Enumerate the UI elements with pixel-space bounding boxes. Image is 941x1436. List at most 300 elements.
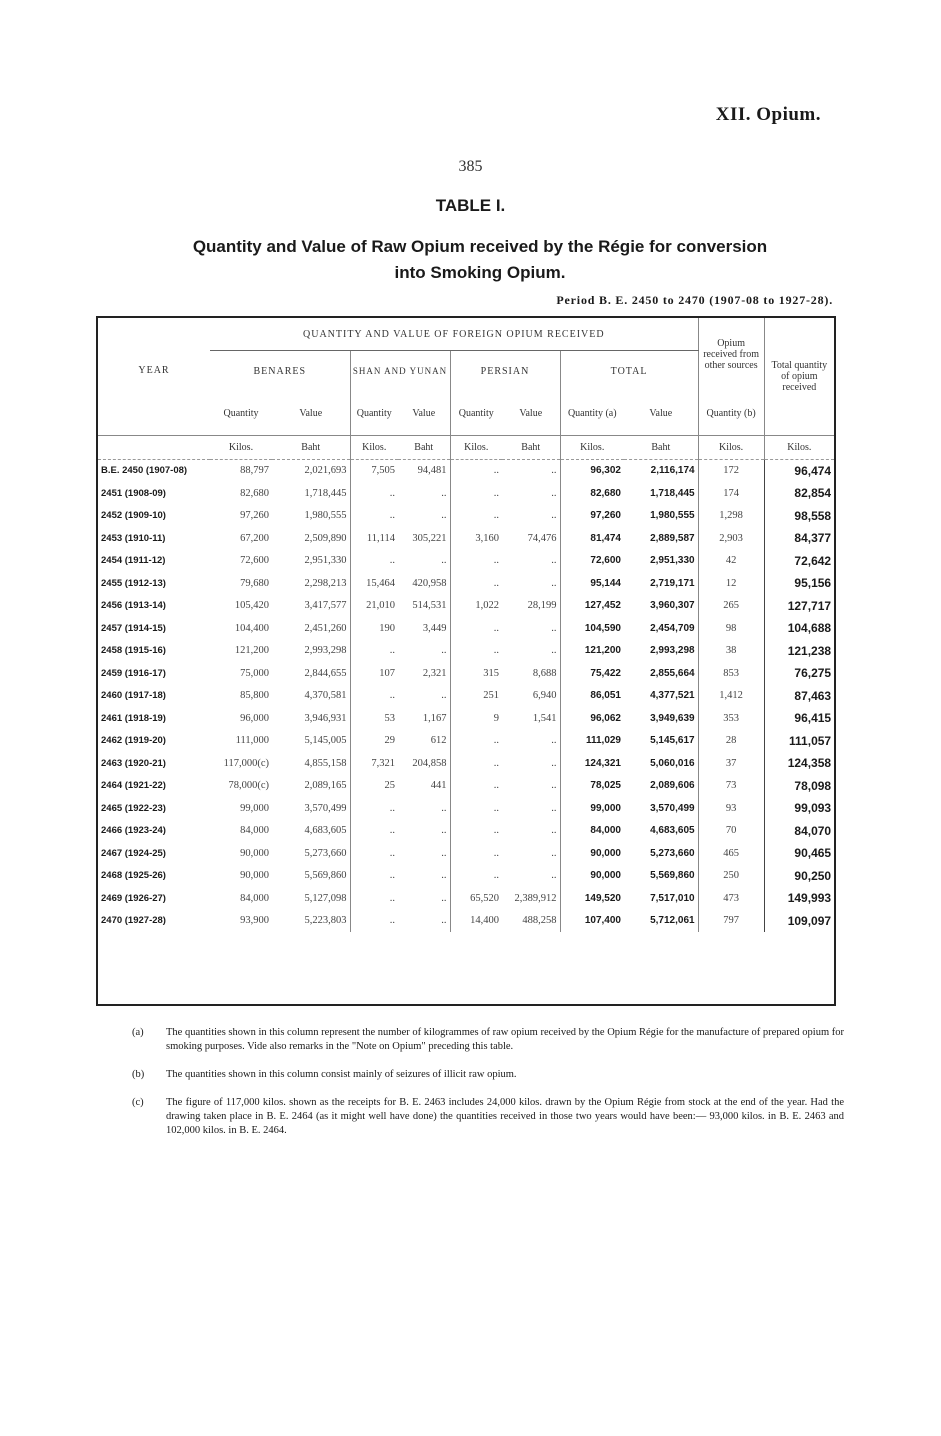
benares-value-cell: 3,417,577: [304, 600, 347, 612]
total-quantity-cell: 99,000: [560, 797, 624, 820]
persian-quantity-cell: ..: [450, 730, 502, 753]
other-sources-cell: 174: [698, 482, 764, 505]
shan-quantity-cell: 15,464: [350, 572, 398, 595]
footnotes: [132, 1026, 844, 1152]
year-cell: 2453 (1910-11): [101, 532, 166, 544]
benares-value-cell: 2,993,298: [304, 645, 347, 657]
total-value-cell: 2,454,709: [650, 622, 695, 634]
unit-kilos: Kilos.: [560, 436, 624, 460]
year-cell: B.E. 2450 (1907-08): [101, 465, 188, 477]
other-sources-cell: 2,903: [698, 527, 764, 550]
grand-total-cell: 96,415: [764, 707, 834, 730]
shan-value-cell: 420,958: [412, 577, 447, 589]
unit-blank: [98, 436, 210, 460]
total-quantity-cell: 84,000: [560, 820, 624, 843]
persian-value-cell: ..: [551, 825, 557, 837]
unit-kilos: Kilos.: [210, 436, 272, 460]
other-quantity-b-header: Quantity (b): [698, 391, 764, 436]
persian-value-cell: ..: [551, 622, 557, 634]
shan-quantity-header: Quantity: [350, 391, 398, 436]
other-sources-cell: 1,298: [698, 505, 764, 528]
footnote-mark: (b): [132, 1069, 145, 1080]
benares-value-cell: 4,855,158: [304, 757, 347, 769]
persian-value-cell: 488,258: [522, 915, 557, 927]
total-quantity-cell: 82,680: [560, 482, 624, 505]
benares-value-cell: 5,145,005: [304, 735, 347, 747]
persian-value-cell: 1,541: [532, 712, 557, 724]
total-value-cell: 4,683,605: [650, 825, 695, 837]
table-row: [98, 505, 834, 528]
total-quantity-cell: 97,260: [560, 505, 624, 528]
footnote-mark: (a): [132, 1027, 144, 1038]
persian-quantity-cell: ..: [450, 865, 502, 888]
other-sources-cell: 473: [698, 887, 764, 910]
total-value-cell: 2,951,330: [650, 555, 695, 567]
persian-quantity-cell: 1,022: [450, 595, 502, 618]
total-value-cell: 3,949,639: [650, 712, 695, 724]
benares-quantity-cell: 99,000: [240, 802, 269, 814]
total-quantity-cell: 96,302: [560, 459, 624, 482]
shan-value-cell: ..: [441, 892, 447, 904]
year-cell: 2452 (1909-10): [101, 510, 166, 522]
table-row: [98, 640, 834, 663]
benares-quantity-cell: 121,200: [234, 645, 269, 657]
total-value-cell: 1,718,445: [650, 487, 695, 499]
other-sources-cell: 353: [698, 707, 764, 730]
benares-quantity-cell: 104,400: [234, 622, 269, 634]
year-cell: 2459 (1916-17): [101, 667, 166, 679]
grand-total-cell: 99,093: [764, 797, 834, 820]
shan-quantity-cell: 11,114: [350, 527, 398, 550]
persian-value-cell: ..: [551, 510, 557, 522]
table-title: TABLE I.: [435, 196, 506, 215]
total-value-cell: 1,980,555: [650, 510, 695, 522]
shan-quantity-cell: 107: [350, 662, 398, 685]
year-header-blank: [98, 318, 210, 351]
persian-quantity-cell: ..: [450, 820, 502, 843]
persian-quantity-cell: ..: [450, 617, 502, 640]
year-cell: 2463 (1920-21): [101, 757, 166, 769]
footnote-text: The quantities shown in this column represent the number of kilogrammes of raw opium received by the Opium Régie for the manufacture of prepared opium for smoking purposes. Vide also remarks in the "Note on Opium" preceding this table.: [166, 1027, 844, 1052]
benares-value-header: Value: [299, 407, 323, 419]
year-col-blank: [98, 391, 210, 436]
unit-kilos: Kilos.: [450, 436, 502, 460]
table-row: [98, 910, 834, 933]
table-row: [98, 482, 834, 505]
footnote: [132, 1068, 844, 1082]
benares-quantity-cell: 79,680: [240, 577, 269, 589]
shan-value-cell: 94,481: [417, 465, 447, 477]
other-sources-cell: 38: [698, 640, 764, 663]
persian-value-cell: 6,940: [532, 690, 557, 702]
grand-total-cell: 78,098: [764, 775, 834, 798]
benares-value-cell: 2,951,330: [304, 555, 347, 567]
total-quantity-cell: 90,000: [560, 842, 624, 865]
total-quantity-cell: 111,029: [560, 730, 624, 753]
benares-quantity-cell: 117,000(c): [223, 757, 269, 769]
shan-value-cell: 3,449: [422, 622, 447, 634]
total-value-cell: 2,993,298: [650, 645, 695, 657]
year-cell: 2451 (1908-09): [101, 487, 166, 499]
grand-total-cell: 149,993: [764, 887, 834, 910]
shan-quantity-cell: ..: [350, 820, 398, 843]
persian-value-cell: 8,688: [532, 667, 557, 679]
persian-quantity-cell: ..: [450, 505, 502, 528]
persian-quantity-cell: ..: [450, 459, 502, 482]
year-cell: 2460 (1917-18): [101, 690, 166, 702]
unit-kilos: Kilos.: [764, 436, 834, 460]
persian-value-cell: ..: [551, 847, 557, 859]
table-row: [98, 797, 834, 820]
benares-quantity-cell: 75,000: [240, 667, 269, 679]
page-number: 385: [458, 158, 483, 175]
shan-quantity-cell: ..: [350, 865, 398, 888]
benares-quantity-cell: 84,000: [240, 825, 269, 837]
shan-value-cell: 204,858: [412, 757, 447, 769]
table-row: [98, 842, 834, 865]
shan-quantity-cell: ..: [350, 887, 398, 910]
benares-value-cell: 2,089,165: [304, 780, 347, 792]
table-row: [98, 459, 834, 482]
persian-value-cell: ..: [551, 802, 557, 814]
persian-quantity-cell: ..: [450, 775, 502, 798]
grand-total-cell: 72,642: [764, 550, 834, 573]
benares-value-cell: 3,946,931: [304, 712, 347, 724]
benares-value-cell: 4,683,605: [304, 825, 347, 837]
grand-total-cell: 84,070: [764, 820, 834, 843]
opium-table: [98, 318, 834, 932]
table-row: [98, 662, 834, 685]
year-cell: 2456 (1913-14): [101, 600, 166, 612]
persian-header: PERSIAN: [450, 351, 560, 392]
caption-line-2: into Smoking Opium.: [394, 263, 566, 282]
other-sources-cell: 70: [698, 820, 764, 843]
persian-quantity-cell: 14,400: [450, 910, 502, 933]
caption-line-1: Quantity and Value of Raw Opium received by the Régie for conversion: [192, 237, 768, 256]
shan-value-cell: ..: [441, 847, 447, 859]
table-row: [98, 887, 834, 910]
shan-quantity-cell: ..: [350, 505, 398, 528]
unit-baht: Baht: [624, 436, 698, 460]
total-value-cell: 5,273,660: [650, 847, 695, 859]
persian-value-cell: ..: [551, 780, 557, 792]
year-cell: 2466 (1923-24): [101, 825, 166, 837]
total-quantity-cell: 81,474: [560, 527, 624, 550]
year-cell: 2464 (1921-22): [101, 780, 166, 792]
benares-quantity-cell: 88,797: [240, 465, 269, 477]
persian-quantity-cell: 65,520: [450, 887, 502, 910]
benares-quantity-cell: 84,000: [240, 892, 269, 904]
shan-value-cell: ..: [441, 915, 447, 927]
persian-quantity-header: Quantity: [450, 391, 502, 436]
table-row: [98, 550, 834, 573]
benares-value-cell: 5,223,803: [304, 915, 347, 927]
shan-value-cell: ..: [441, 870, 447, 882]
table-row: [98, 775, 834, 798]
benares-value-cell: 2,021,693: [304, 465, 347, 477]
benares-quantity-cell: 90,000: [240, 870, 269, 882]
foreign-opium-group-header: QUANTITY AND VALUE OF FOREIGN OPIUM RECEIVED: [210, 318, 698, 351]
total-value-cell: 5,145,617: [650, 735, 695, 747]
benares-quantity-cell: 72,600: [240, 555, 269, 567]
benares-value-cell: 1,980,555: [304, 510, 347, 522]
footnote-text: The figure of 117,000 kilos. shown as the receipts for B. E. 2463 includes 24,000 kilos. drawn by the Opium Régie from stock at the end of the year. Had the drawing taken place in B. E. 2464 (as it might well have done) the quantities received in those two years would have been:— 93,000 kilos. in B. E. 2463 and 102,000 kilos. in B. E. 2464.: [166, 1097, 844, 1136]
footnote-text: The quantities shown in this column consist mainly of seizures of illicit raw opium.: [166, 1069, 517, 1080]
benares-value-cell: 3,570,499: [304, 802, 347, 814]
table-row: [98, 527, 834, 550]
persian-quantity-cell: 9: [450, 707, 502, 730]
table-row: [98, 752, 834, 775]
total-value-cell: 3,570,499: [650, 802, 695, 814]
shan-quantity-cell: 7,505: [350, 459, 398, 482]
shan-quantity-cell: 25: [350, 775, 398, 798]
shan-value-cell: 2,321: [422, 667, 447, 679]
persian-quantity-cell: ..: [450, 640, 502, 663]
total-value-cell: 5,060,016: [650, 757, 695, 769]
shan-value-cell: ..: [441, 487, 447, 499]
benares-value-cell: 5,569,860: [304, 870, 347, 882]
year-cell: 2465 (1922-23): [101, 802, 166, 814]
total-value-cell: 2,719,171: [650, 577, 695, 589]
year-cell: 2454 (1911-12): [101, 555, 166, 567]
total-quantity-cell: 95,144: [560, 572, 624, 595]
other-sources-cell: 1,412: [698, 685, 764, 708]
total-quantity-cell: 75,422: [560, 662, 624, 685]
persian-quantity-cell: ..: [450, 797, 502, 820]
total-quantity-cell: 86,051: [560, 685, 624, 708]
grand-total-cell: 95,156: [764, 572, 834, 595]
unit-baht: Baht: [272, 436, 350, 460]
year-cell: 2455 (1912-13): [101, 577, 166, 589]
year-cell: 2469 (1926-27): [101, 892, 166, 904]
benares-value-cell: 1,718,445: [304, 487, 347, 499]
persian-value-cell: 28,199: [527, 600, 557, 612]
other-sources-cell: 12: [698, 572, 764, 595]
grand-total-cell: 124,358: [764, 752, 834, 775]
shan-value-header: Value: [412, 407, 436, 419]
persian-value-cell: ..: [551, 465, 557, 477]
grand-total-cell: 82,854: [764, 482, 834, 505]
year-cell: 2458 (1915-16): [101, 645, 166, 657]
persian-quantity-cell: ..: [450, 572, 502, 595]
table-caption: [160, 234, 800, 286]
year-cell: 2457 (1914-15): [101, 622, 166, 634]
other-sources-cell: 28: [698, 730, 764, 753]
other-sources-cell: 98: [698, 617, 764, 640]
grand-total-cell: 127,717: [764, 595, 834, 618]
other-sources-cell: 73: [698, 775, 764, 798]
total-header: TOTAL: [560, 351, 698, 392]
total-value-header: Value: [649, 407, 673, 419]
benares-value-cell: 4,370,581: [304, 690, 347, 702]
shan-value-cell: 1,167: [422, 712, 447, 724]
other-sources-header: Opium received from other sources: [698, 318, 764, 391]
total-quantity-cell: 96,062: [560, 707, 624, 730]
total-quantity-cell: 124,321: [560, 752, 624, 775]
shan-quantity-cell: ..: [350, 842, 398, 865]
benares-quantity-cell: 82,680: [240, 487, 269, 499]
shan-value-cell: ..: [441, 690, 447, 702]
benares-value-cell: 2,509,890: [304, 532, 347, 544]
shan-value-cell: 305,221: [412, 532, 447, 544]
total-value-cell: 7,517,010: [650, 892, 695, 904]
shan-quantity-cell: 190: [350, 617, 398, 640]
footnote-mark: (c): [132, 1097, 144, 1108]
shan-quantity-cell: ..: [350, 640, 398, 663]
persian-value-cell: 2,389,912: [514, 892, 557, 904]
shan-value-cell: ..: [441, 555, 447, 567]
total-quantity-cell: 72,600: [560, 550, 624, 573]
persian-quantity-cell: ..: [450, 550, 502, 573]
persian-quantity-cell: ..: [450, 752, 502, 775]
other-sources-cell: 42: [698, 550, 764, 573]
shan-quantity-cell: ..: [350, 685, 398, 708]
total-value-cell: 2,116,174: [650, 465, 695, 477]
benares-value-cell: 2,451,260: [304, 622, 347, 634]
total-quantity-a-header: Quantity (a): [560, 391, 624, 436]
table-row: [98, 865, 834, 888]
shan-value-cell: 514,531: [412, 600, 447, 612]
total-value-cell: 2,855,664: [650, 667, 695, 679]
other-sources-cell: 250: [698, 865, 764, 888]
shan-value-cell: ..: [441, 825, 447, 837]
shan-value-cell: ..: [441, 510, 447, 522]
persian-quantity-cell: 3,160: [450, 527, 502, 550]
persian-value-cell: ..: [551, 645, 557, 657]
grand-total-cell: 87,463: [764, 685, 834, 708]
total-value-cell: 2,889,587: [650, 532, 695, 544]
table-row: [98, 572, 834, 595]
grand-total-cell: 90,250: [764, 865, 834, 888]
total-quantity-header: Total quantity of opium received: [764, 318, 834, 436]
year-cell: 2462 (1919-20): [101, 735, 166, 747]
table-row: [98, 595, 834, 618]
shan-quantity-cell: ..: [350, 797, 398, 820]
grand-total-cell: 98,558: [764, 505, 834, 528]
persian-value-header: Value: [519, 407, 543, 419]
shan-quantity-cell: 29: [350, 730, 398, 753]
other-sources-cell: 172: [698, 459, 764, 482]
total-value-cell: 3,960,307: [650, 600, 695, 612]
benares-value-cell: 2,844,655: [304, 667, 347, 679]
year-header: YEAR: [138, 365, 170, 377]
grand-total-cell: 109,097: [764, 910, 834, 933]
table-row: [98, 820, 834, 843]
benares-quantity-cell: 97,260: [240, 510, 269, 522]
persian-value-cell: ..: [551, 577, 557, 589]
unit-kilos: Kilos.: [350, 436, 398, 460]
shan-quantity-cell: ..: [350, 910, 398, 933]
total-value-cell: 5,569,860: [650, 870, 695, 882]
other-sources-cell: 797: [698, 910, 764, 933]
grand-total-cell: 111,057: [764, 730, 834, 753]
persian-quantity-cell: ..: [450, 842, 502, 865]
unit-kilos: Kilos.: [698, 436, 764, 460]
persian-quantity-cell: 251: [450, 685, 502, 708]
persian-quantity-cell: 315: [450, 662, 502, 685]
persian-value-cell: ..: [551, 735, 557, 747]
shan-value-cell: ..: [441, 802, 447, 814]
grand-total-cell: 96,474: [764, 459, 834, 482]
benares-header: BENARES: [253, 365, 307, 377]
persian-value-cell: 74,476: [527, 532, 557, 544]
table-row: [98, 617, 834, 640]
grand-total-cell: 104,688: [764, 617, 834, 640]
unit-baht: Baht: [398, 436, 450, 460]
shan-value-cell: 441: [430, 780, 447, 792]
shan-quantity-cell: ..: [350, 482, 398, 505]
total-quantity-cell: 90,000: [560, 865, 624, 888]
shan-quantity-cell: 53: [350, 707, 398, 730]
benares-quantity-cell: 93,900: [240, 915, 269, 927]
persian-value-cell: ..: [551, 870, 557, 882]
year-cell: 2467 (1924-25): [101, 847, 166, 859]
benares-quantity-cell: 67,200: [240, 532, 269, 544]
other-sources-cell: 265: [698, 595, 764, 618]
benares-value-cell: 2,298,213: [304, 577, 347, 589]
total-value-cell: 5,712,061: [650, 915, 695, 927]
benares-quantity-header: Quantity: [223, 407, 259, 419]
table-row: [98, 730, 834, 753]
shan-value-cell: 612: [430, 735, 447, 747]
benares-value-cell: 5,273,660: [304, 847, 347, 859]
benares-value-cell: 5,127,098: [304, 892, 347, 904]
benares-quantity-cell: 85,800: [240, 690, 269, 702]
benares-quantity-cell: 90,000: [240, 847, 269, 859]
persian-value-cell: ..: [551, 487, 557, 499]
table-row: [98, 707, 834, 730]
other-sources-cell: 465: [698, 842, 764, 865]
shan-quantity-cell: 7,321: [350, 752, 398, 775]
shan-quantity-cell: ..: [350, 550, 398, 573]
section-heading: XII. Opium.: [715, 104, 821, 125]
footnote: [132, 1026, 844, 1054]
shan-yunan-header: SHAN AND YUNAN: [350, 351, 450, 392]
persian-value-cell: ..: [551, 555, 557, 567]
benares-quantity-cell: 96,000: [240, 712, 269, 724]
total-quantity-cell: 107,400: [560, 910, 624, 933]
total-value-cell: 4,377,521: [650, 690, 695, 702]
total-quantity-cell: 127,452: [560, 595, 624, 618]
year-cell: 2468 (1925-26): [101, 870, 166, 882]
table-row: [98, 685, 834, 708]
total-quantity-cell: 78,025: [560, 775, 624, 798]
footnote: [132, 1096, 844, 1138]
other-sources-cell: 93: [698, 797, 764, 820]
total-quantity-cell: 149,520: [560, 887, 624, 910]
other-sources-cell: 853: [698, 662, 764, 685]
persian-value-cell: ..: [551, 757, 557, 769]
grand-total-cell: 76,275: [764, 662, 834, 685]
total-value-cell: 2,089,606: [650, 780, 695, 792]
shan-value-cell: ..: [441, 645, 447, 657]
period-subtitle: Period B. E. 2450 to 2470 (1907-08 to 1927-28).: [556, 293, 833, 307]
grand-total-cell: 84,377: [764, 527, 834, 550]
benares-quantity-cell: 111,000: [235, 735, 269, 747]
grand-total-cell: 90,465: [764, 842, 834, 865]
unit-baht: Baht: [502, 436, 560, 460]
year-cell: 2470 (1927-28): [101, 915, 166, 927]
total-quantity-cell: 121,200: [560, 640, 624, 663]
persian-quantity-cell: ..: [450, 482, 502, 505]
year-cell: 2461 (1918-19): [101, 712, 166, 724]
grand-total-cell: 121,238: [764, 640, 834, 663]
shan-quantity-cell: 21,010: [350, 595, 398, 618]
total-quantity-cell: 104,590: [560, 617, 624, 640]
other-sources-cell: 37: [698, 752, 764, 775]
benares-quantity-cell: 105,420: [234, 600, 269, 612]
benares-quantity-cell: 78,000(c): [228, 780, 269, 792]
